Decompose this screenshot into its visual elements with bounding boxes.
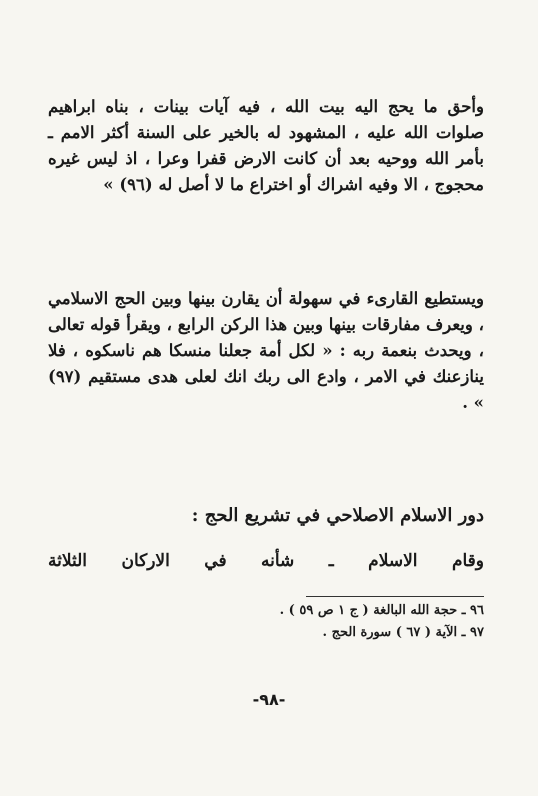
body-paragraph-2: ويستطيع القارىء في سهولة أن يقارن بينها وبين الحج الاسلامي ، ويعرف مفارقات بينها وبين هذا الركن الرابع ، ويقرأ قوله تعالى ، ويحدث بنعمة ربه : « لكل أمة جعلنا منسكا هم ناسكوه ، فلا ينازعنك في الامر ، وادع الى ربك انك لعلى هدى مستقيم (٩٧) » . <box>48 289 484 412</box>
footnote-separator <box>306 596 484 597</box>
page-number: -٩٨- <box>252 690 286 709</box>
footnote-97: ٩٧ ـ الآية ( ٦٧ ) سورة الحج . <box>322 625 484 640</box>
body-paragraph-1: وأحق ما يحج اليه بيت الله ، فيه آيات بينات ، بناه ابراهيم صلوات الله عليه ، المشهود له بالخير على السنة أكثر الامم ـ بأمر الله ووحيه بعد أن كانت الارض قفرا وعرا ، اذ ليس غيره محجوج ، الا وفيه اشراك أو اختراع ما لا أصل له (٩٦) » <box>48 97 484 194</box>
body-paragraph-3: وقام الاسلام ـ شأنه في الاركان الثلاثة <box>48 551 484 571</box>
footnotes <box>48 600 484 644</box>
footnote-96: ٩٦ ـ حجة الله البالغة ( ج ١ ص ٥٩ ) . <box>279 603 484 618</box>
section-heading: دور الاسلام الاصلاحي في تشريع الحج : <box>191 505 484 526</box>
